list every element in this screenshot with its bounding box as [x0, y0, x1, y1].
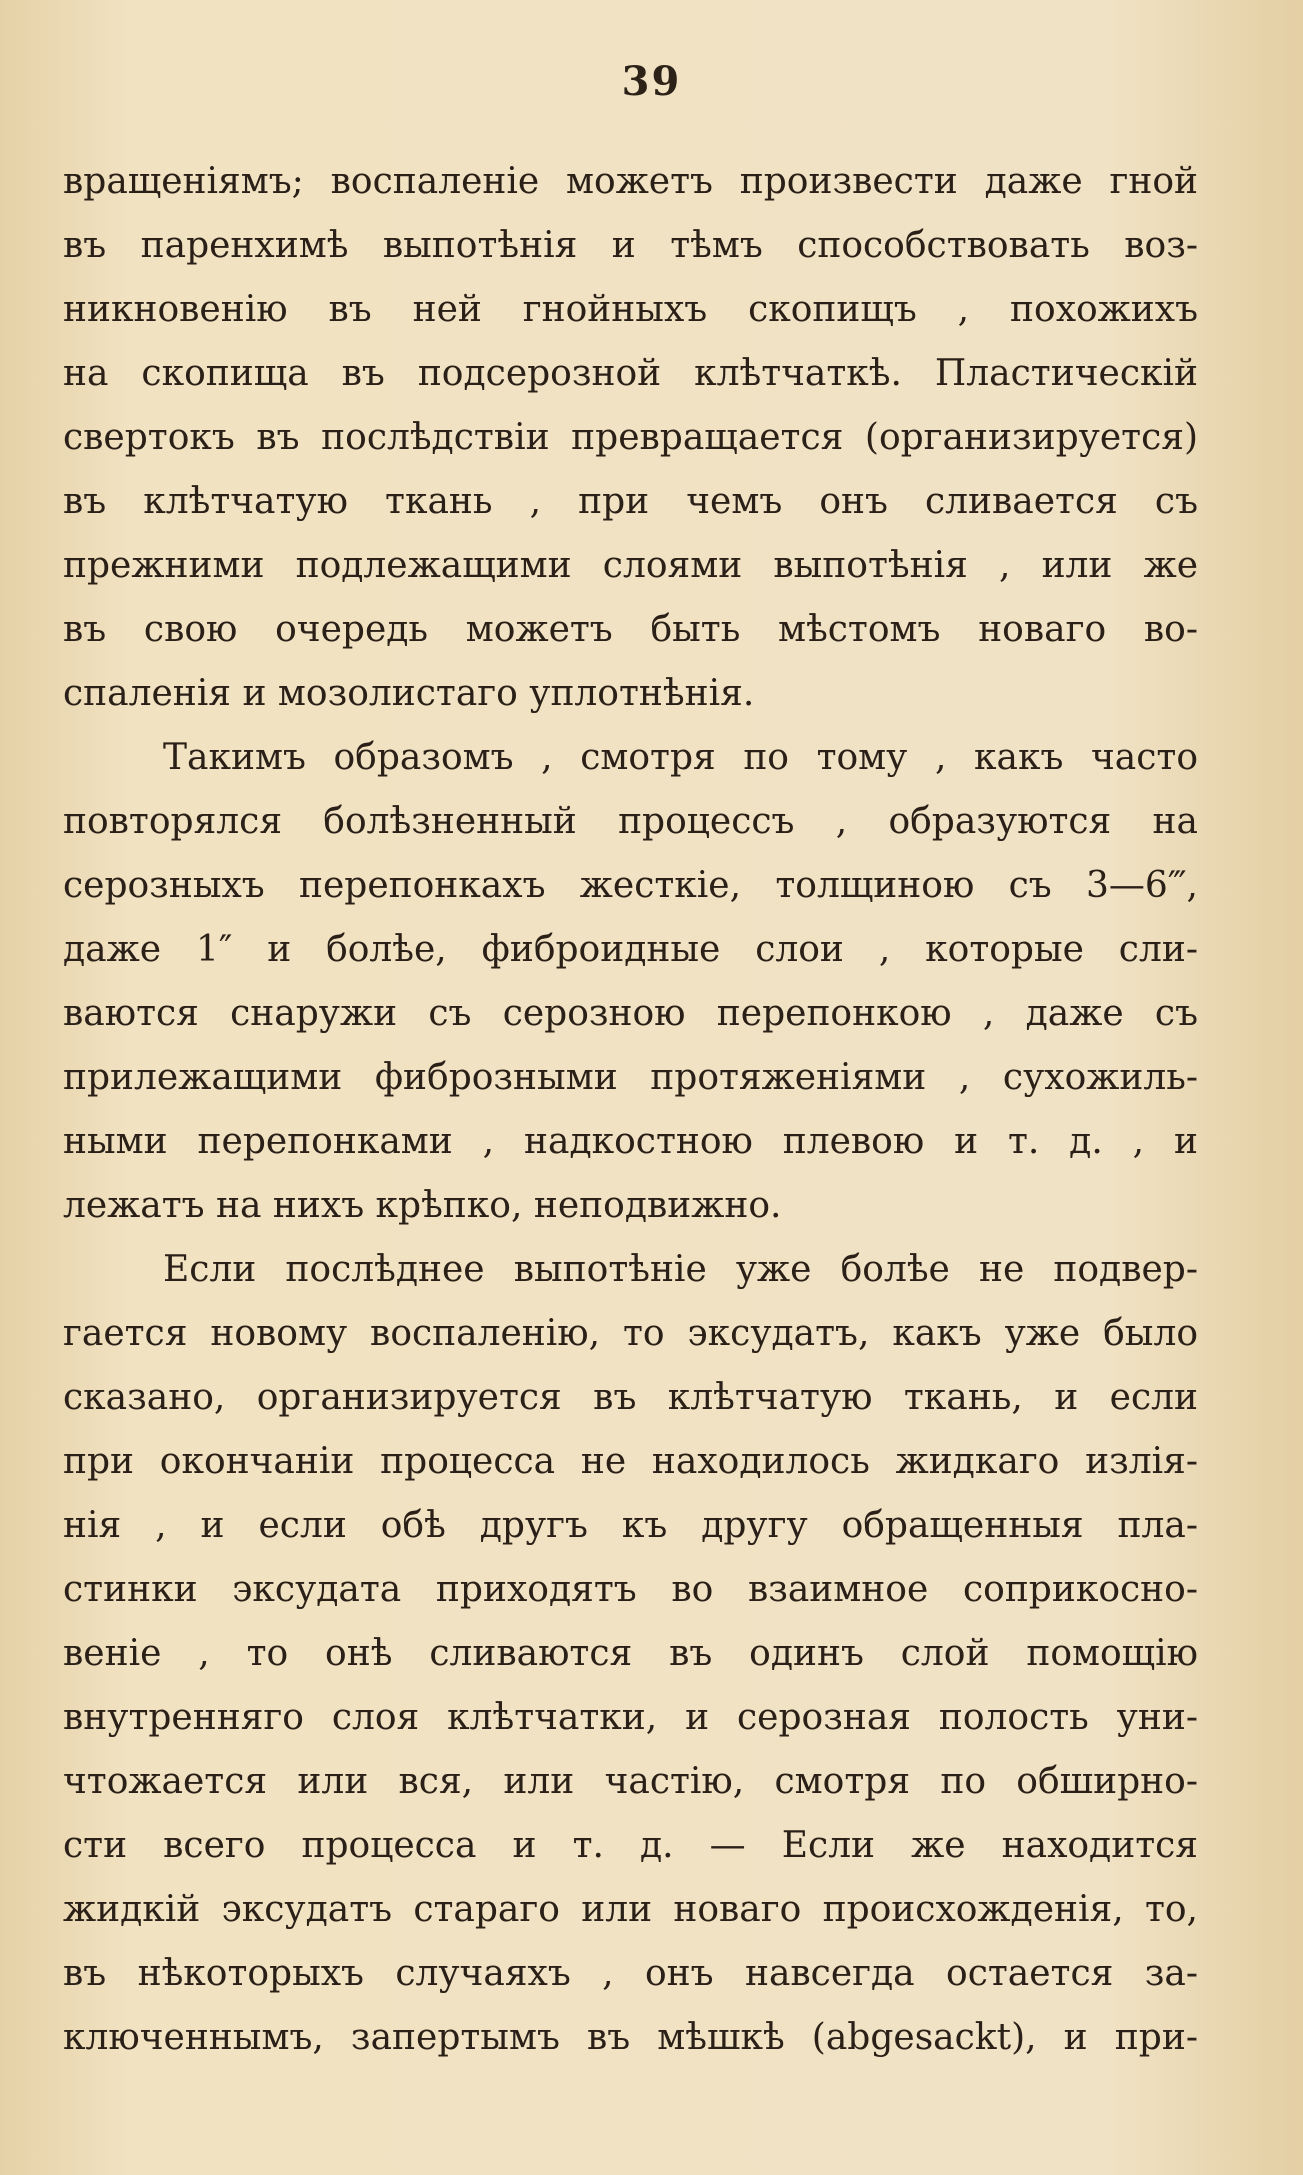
text-line: въ клѣтчатую ткань , при чемъ онъ сливается съ	[63, 481, 1198, 522]
text-line: даже 1″ и болѣе, фиброидные слои , которые сли-	[63, 929, 1198, 970]
paragraph-3	[63, 1238, 1198, 2070]
text-line: сказано, организируется въ клѣтчатую ткань, и если	[63, 1377, 1198, 1418]
text-line: при окончаніи процесса не находилось жидкаго излія-	[63, 1441, 1198, 1482]
text-line: лежатъ на нихъ крѣпко, неподвижно.	[63, 1185, 782, 1226]
text-line: повторялся болѣзненный процессъ , образуются на	[63, 801, 1198, 842]
text-line: внутренняго слоя клѣтчатки, и серозная полость уни-	[63, 1697, 1198, 1738]
text-line: никновенію въ ней гнойныхъ скопищъ , похожихъ	[63, 289, 1198, 330]
text-line: веніе , то онѣ сливаются въ одинъ слой помощію	[63, 1633, 1198, 1674]
text-line: чтожается или вся, или частію, смотря по обширно-	[63, 1761, 1198, 1802]
text-line: спаленія и мозолистаго уплотнѣнія.	[63, 673, 755, 714]
text-line: въ паренхимѣ выпотѣнія и тѣмъ способствовать воз-	[63, 225, 1198, 266]
text-line: сти всего процесса и т. д. — Если же находится	[63, 1825, 1198, 1866]
text-line: Если послѣднее выпотѣніе уже болѣе не подвер-	[163, 1249, 1198, 1290]
text-line: прилежащими фиброзными протяженіями , сухожиль-	[63, 1057, 1198, 1098]
text-line: на скопища въ подсерозной клѣтчаткѣ. Пластическій	[63, 353, 1198, 394]
text-line: гается новому воспаленію, то эксудатъ, какъ уже было	[63, 1313, 1198, 1354]
text-line: вращеніямъ; воспаленіе можетъ произвести даже гной	[63, 161, 1198, 202]
text-line: серозныхъ перепонкахъ жесткіе, толщиною съ 3—6‴,	[63, 865, 1198, 906]
text-line: Такимъ образомъ , смотря по тому , какъ часто	[163, 737, 1198, 778]
text-line: ваются снаружи съ серозною перепонкою , даже съ	[63, 993, 1198, 1034]
text-line: ными перепонками , надкостною плевою и т. д. , и	[63, 1121, 1198, 1162]
page-number: 39	[621, 58, 682, 105]
text-line: въ свою очередь можетъ быть мѣстомъ новаго во-	[63, 609, 1198, 650]
text-line: ключеннымъ, запертымъ въ мѣшкѣ (abgesackt), и при-	[63, 2017, 1198, 2058]
paragraph-2	[63, 726, 1198, 1238]
text-line: жидкій эксудатъ стараго или новаго происхожденія, то,	[63, 1889, 1198, 1930]
text-line: нія , и если обѣ другъ къ другу обращенныя пла-	[63, 1505, 1198, 1546]
text-line: въ нѣкоторыхъ случаяхъ , онъ навсегда остается за-	[63, 1953, 1198, 1994]
text-line: свертокъ въ послѣдствіи превращается (организируется)	[63, 417, 1198, 458]
paragraph-1	[63, 150, 1198, 726]
text-line: стинки эксудата приходятъ во взаимное соприкосно-	[63, 1569, 1198, 1610]
page-body	[63, 150, 1198, 2070]
text-line: прежними подлежащими слоями выпотѣнія , или же	[63, 545, 1198, 586]
